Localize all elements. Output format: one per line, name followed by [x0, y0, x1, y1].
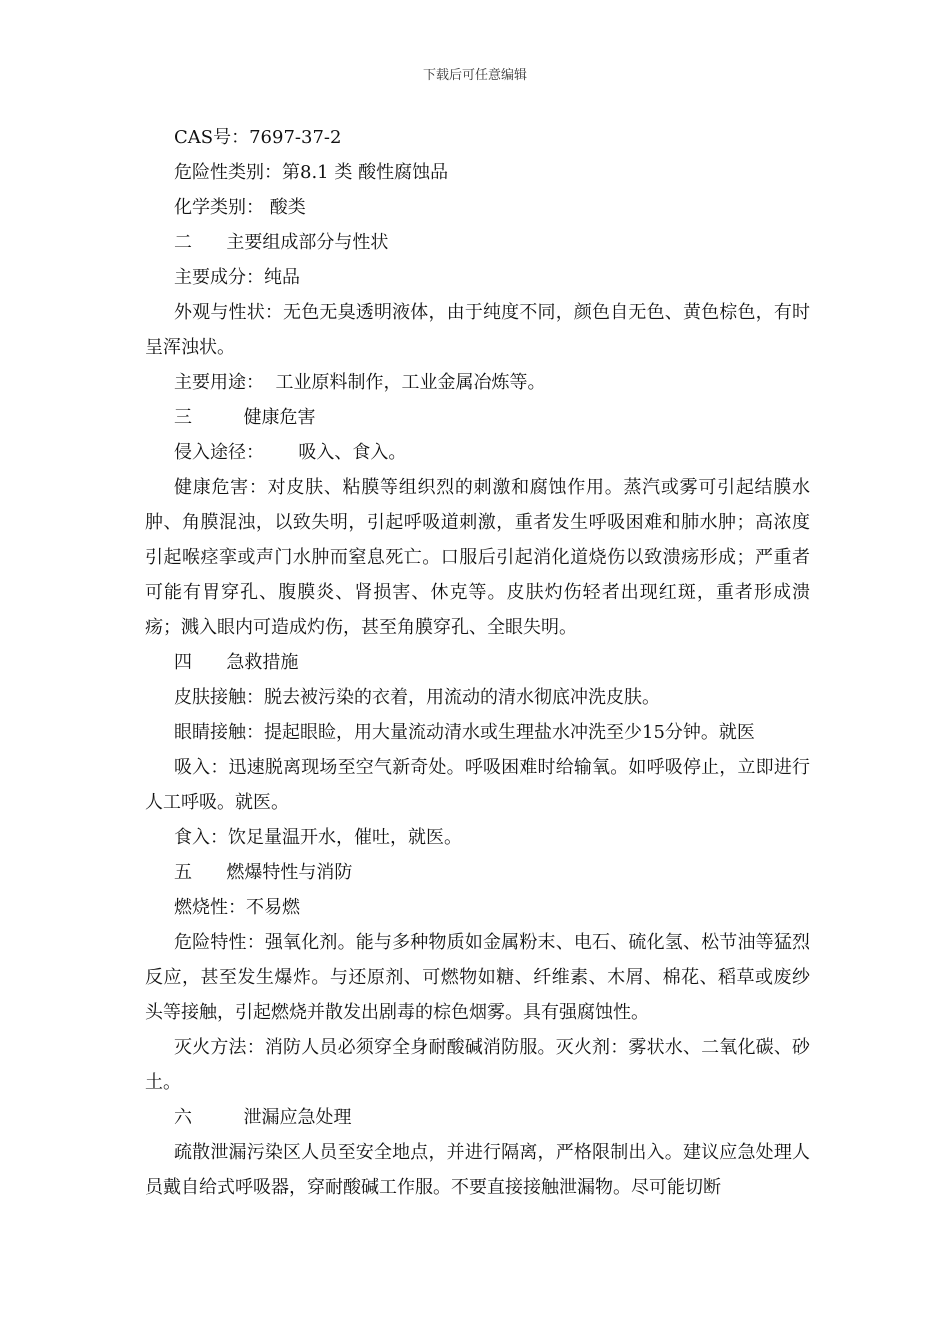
section-heading-2: 二 主要组成部分与性状 [174, 232, 389, 253]
cas-number: CAS号：7697-37-2 [174, 127, 342, 148]
ingestion: 食入：饮足量温开水，催吐，就医。 [174, 827, 462, 848]
exposure-route: 侵入途径： 吸入、食入。 [174, 442, 407, 463]
fire-fighting: 灭火方法：消防人员必须穿全身耐酸碱消防服。灭火剂：雾状水、二氧化碳、砂土。 [145, 1037, 810, 1093]
section-heading-4: 四 急救措施 [174, 652, 299, 673]
appearance: 外观与性状：无色无臭透明液体，由于纯度不同，颜色自无色、黄色棕色，有时呈浑浊状。 [145, 302, 810, 358]
health-hazard: 健康危害：对皮肤、粘膜等组织烈的刺激和腐蚀作用。蒸汽或雾可引起结膜水肿、角膜混浊，以致失明，引起呼吸道刺激，重者发生呼吸困难和肺水肿；高浓度引起喉痉挛或声门水肿而窒息死亡。口服后引起消化道烧伤以致溃疡形成；严重者可能有胃穿孔、腹膜炎、肾损害、休克等。皮肤灼伤轻者出现红斑，重者形成溃疡；溅入眼内可造成灼伤，甚至角膜穿孔、全眼失明。 [145, 477, 810, 638]
main-use: 主要用途： 工业原料制作，工业金属冶炼等。 [174, 372, 546, 393]
hazard-characteristics: 危险特性：强氧化剂。能与多种物质如金属粉末、电石、硫化氢、松节油等猛烈反应，甚至发生爆炸。与还原剂、可燃物如糖、纤维素、木屑、棉花、稻草或废纱头等接触，引起燃烧并散发出剧毒的棕色烟雾。具有强腐蚀性。 [145, 932, 810, 1023]
leak-response: 疏散泄漏污染区人员至安全地点，并进行隔离，严格限制出入。建议应急处理人员戴自给式呼吸器，穿耐酸碱工作服。不要直接接触泄漏物。尽可能切断 [145, 1142, 810, 1198]
hazard-category: 危险性类别：第8.1 类 酸性腐蚀品 [174, 162, 449, 183]
eye-contact: 眼睛接触：提起眼睑，用大量流动清水或生理盐水冲洗至少15分钟。就医 [174, 722, 755, 743]
section-heading-3: 三 健康危害 [174, 407, 316, 428]
section-heading-5: 五 燃爆特性与消防 [174, 862, 353, 883]
section-heading-6: 六 泄漏应急处理 [174, 1107, 352, 1128]
skin-contact: 皮肤接触：脱去被污染的衣着，用流动的清水彻底冲洗皮肤。 [174, 687, 660, 708]
flammability: 燃烧性：不易燃 [174, 897, 300, 918]
main-ingredient: 主要成分：纯品 [174, 267, 300, 288]
document-body [145, 120, 810, 1205]
page-header: 下载后可任意编辑 [422, 68, 527, 83]
inhalation: 吸入：迅速脱离现场至空气新奇处。呼吸困难时给输氧。如呼吸停止，立即进行人工呼吸。就医。 [145, 757, 810, 813]
chemical-category: 化学类别： 酸类 [174, 197, 306, 218]
